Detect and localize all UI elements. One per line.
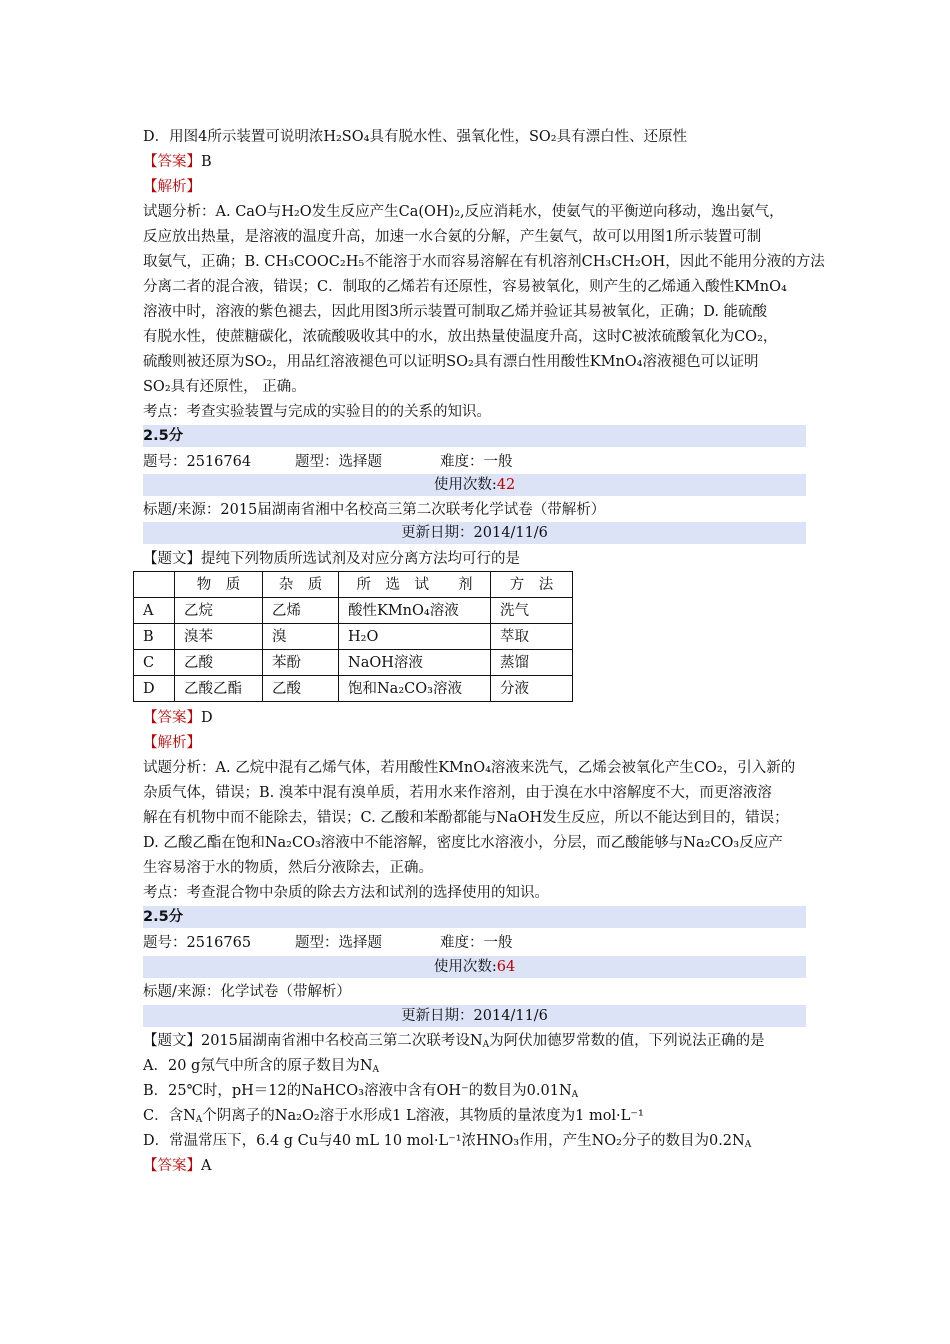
table-cell: 分液	[491, 676, 573, 702]
table-row	[134, 598, 573, 624]
analysis-line: D. 乙酸乙酯在饱和Na₂CO₃溶液中不能溶解，密度比水溶液小，分层，而乙酸能够与Na₂CO₃反应产	[143, 835, 783, 851]
table-row	[134, 624, 573, 650]
table-cell: NaOH溶液	[339, 650, 491, 676]
answer-value: A	[201, 1158, 212, 1174]
table-cell: H₂O	[339, 624, 491, 650]
q3-answer	[143, 1156, 211, 1176]
answer-tag: 【答案】	[143, 154, 201, 170]
table-cell: 乙酸	[263, 676, 339, 702]
q2-table	[133, 571, 573, 702]
table-cell: 酸性KMnO₄溶液	[339, 598, 491, 624]
q2-source: 标题/来源：2015届湖南省湘中名校高三第二次联考化学试卷（带解析）	[143, 502, 606, 518]
analysis-line: SO₂具有还原性， 正确。	[143, 379, 306, 395]
table-cell: 溴	[263, 624, 339, 650]
header-cell: 方 法	[491, 572, 573, 598]
table-cell: 苯酚	[263, 650, 339, 676]
table-cell: 乙酸乙酯	[175, 676, 263, 702]
q3-score-bar: 2.5分	[143, 906, 806, 928]
table-header-row	[134, 572, 573, 598]
q1-analysis-tag: 【解析】	[143, 179, 201, 195]
table-cell: 萃取	[491, 624, 573, 650]
header-cell	[134, 572, 175, 598]
table-cell: A	[134, 598, 175, 624]
table-cell: C	[134, 650, 175, 676]
analysis-line: 有脱水性，使蔗糖碳化，浓硫酸吸收其中的水，放出热量使温度升高，这时C被浓硫酸氧化为CO₂，	[143, 329, 778, 345]
table-cell: 溴苯	[175, 624, 263, 650]
q2-difficulty: 难度：一般	[440, 454, 513, 470]
answer-value: B	[201, 154, 212, 170]
analysis-line: 解在有机物中而不能除去，错误；C. 乙酸和苯酚都能与NaOH发生反应，所以不能达到目的，错误；	[143, 810, 789, 826]
q3-option: A．20 g氖气中所含的原子数目为$N_A$	[143, 1058, 379, 1075]
header-cell: 杂 质	[263, 572, 339, 598]
q3-option: B．25℃时，pH＝12的NaHCO₃溶液中含有OH⁻的数目为$0.01N_A$	[143, 1083, 579, 1100]
table-cell: 乙烯	[263, 598, 339, 624]
analysis-line: 试题分析：A. CaO与H₂O发生反应产生Ca(OH)₂,反应消耗水，使氨气的平衡逆向移动，逸出氨气，	[143, 204, 784, 220]
q3-type: 题型：选择题	[295, 935, 382, 951]
table-cell: 洗气	[491, 598, 573, 624]
q2-updated-bar: 更新日期：2014/11/6	[143, 522, 806, 544]
table-cell: 饱和Na₂CO₃溶液	[339, 676, 491, 702]
q3-usage-bar	[143, 956, 806, 978]
table-cell: 蒸馏	[491, 650, 573, 676]
analysis-line: 硫酸则被还原为SO₂，用品红溶液褪色可以证明SO₂具有漂白性用酸性KMnO₄溶液褪色可以证明	[143, 354, 759, 370]
q3-meta-row	[143, 933, 513, 953]
q2-answer	[143, 708, 213, 728]
analysis-line: 分离二者的混合液，错误；C．制取的乙烯若有还原性，容易被氧化，则产生的乙烯通入酸性KMnO₄	[143, 279, 787, 295]
table-cell: 乙烷	[175, 598, 263, 624]
q2-type: 题型：选择题	[295, 454, 382, 470]
analysis-line: 试题分析：A. 乙烷中混有乙烯气体，若用酸性KMnO₄溶液来洗气，乙烯会被氧化产生CO₂，引入新的	[143, 760, 796, 776]
q2-id: 题号：2516764	[143, 454, 252, 470]
q3-option: C．含$N_A$个阴离子的Na₂O₂溶于水形成1 L溶液，其物质的量浓度为1 mol·L⁻¹	[143, 1108, 644, 1125]
q2-usage-bar	[143, 474, 806, 496]
analysis-line: 杂质气体，错误；B. 溴苯中混有溴单质，若用水来作溶剂，由于溴在水中溶解度不大，而更溶液溶	[143, 785, 772, 801]
q1-option-d: D．用图4所示装置可说明浓H₂SO₄具有脱水性、强氧化性，SO₂具有漂白性、还原性	[143, 129, 688, 145]
usage-count: 42	[496, 477, 516, 493]
q1-kaodian: 考点：考查实验装置与完成的实验目的的关系的知识。	[143, 404, 491, 420]
answer-tag: 【答案】	[143, 1158, 201, 1174]
q3-stem: 【题文】2015届湖南省湘中名校高三第二次联考设$N_A$为阿伏加德罗常数的值，下列说法正确的是	[143, 1033, 765, 1050]
q2-stem: 【题文】提纯下列物质所选试剂及对应分离方法均可行的是	[143, 551, 520, 567]
q3-id: 题号：2516765	[143, 935, 252, 951]
usage-count: 64	[496, 959, 516, 975]
table-row	[134, 650, 573, 676]
table-cell: B	[134, 624, 175, 650]
usage-label: 使用次数:	[433, 959, 497, 975]
analysis-line: 溶液中时，溶液的紫色褪去，因此用图3所示装置可制取乙烯并验证其易被氧化，正确；D. 能硫酸	[143, 304, 768, 320]
table-cell: 乙酸	[175, 650, 263, 676]
analysis-line: 取氨气，正确；B. CH₃COOC₂H₅不能溶于水而容易溶解在有机溶剂CH₃CH₂OH，因此不能用分液的方法	[143, 254, 825, 270]
answer-tag: 【答案】	[143, 710, 201, 726]
analysis-line: 反应放出热量，是溶液的温度升高，加速一水合氨的分解，产生氨气，故可以用图1所示装置可制	[143, 229, 762, 245]
header-cell: 所 选 试 剂	[339, 572, 491, 598]
header-cell: 物 质	[175, 572, 263, 598]
q1-answer	[143, 152, 212, 172]
q3-difficulty: 难度：一般	[440, 935, 513, 951]
usage-label: 使用次数:	[433, 477, 497, 493]
q2-meta-row	[143, 452, 513, 472]
q2-score-bar: 2.5分	[143, 425, 806, 447]
q2-kaodian: 考点：考查混合物中杂质的除去方法和试剂的选择使用的知识。	[143, 885, 549, 901]
q3-source: 标题/来源：化学试卷（带解析）	[143, 984, 351, 1000]
analysis-line: 生容易溶于水的物质，然后分液除去，正确。	[143, 860, 433, 876]
table-cell: D	[134, 676, 175, 702]
answer-value: D	[201, 710, 213, 726]
q3-option: D．常温常压下，6.4 g Cu与40 mL 10 mol·L⁻¹浓HNO₃作用，产生NO₂分子的数目为$0.2N_A$	[143, 1133, 752, 1150]
table-row	[134, 676, 573, 702]
q2-analysis-tag: 【解析】	[143, 735, 201, 751]
q3-updated-bar: 更新日期：2014/11/6	[143, 1005, 806, 1027]
